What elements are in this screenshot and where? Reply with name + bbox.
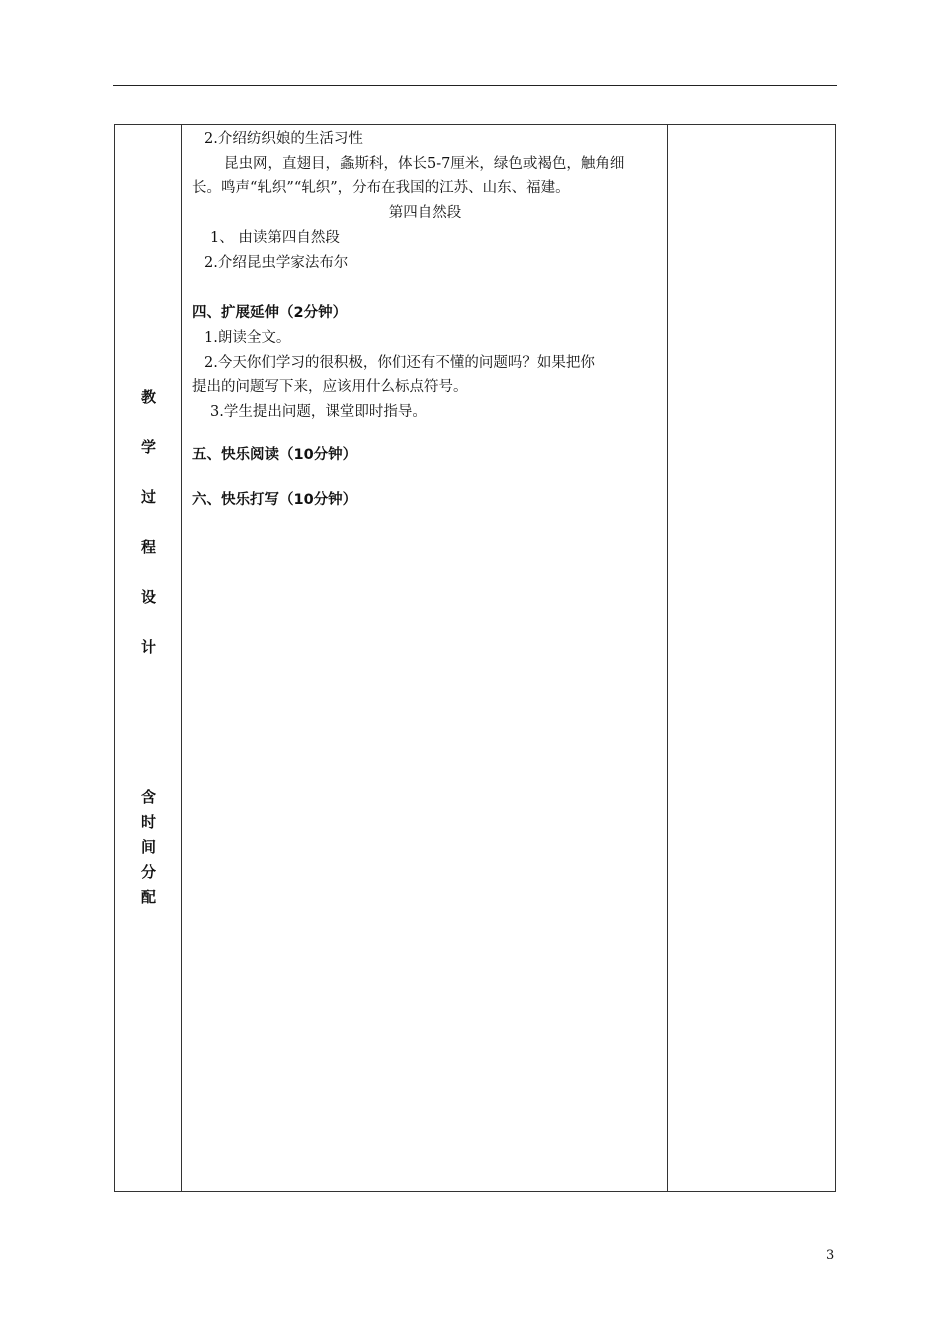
- content-line: 长。鸣声“轧织”“轧织”，分布在我国的江苏、山东、福建。: [192, 180, 570, 196]
- content-line: 1、 由读第四自然段: [210, 230, 340, 246]
- header-rule: [113, 85, 837, 86]
- content-line: 昆虫网，直翅目，螽斯科，体长5-7厘米，绿色或褐色，触角细: [224, 156, 625, 172]
- label-char: 配: [140, 888, 156, 906]
- label-char: 程: [140, 538, 156, 556]
- lesson-plan-table: [114, 124, 836, 1192]
- content-line: 1.朗读全文。: [204, 330, 291, 346]
- label-char: 过: [140, 488, 156, 506]
- page-number: 3: [826, 1248, 835, 1263]
- content-line: 2.介绍昆虫学家法布尔: [204, 255, 349, 271]
- content-column: [182, 125, 668, 1191]
- section-heading: 五、快乐阅读（10分钟）: [192, 447, 358, 463]
- content-line: 2.今天你们学习的很积极，你们还有不懂的问题吗？如果把你: [204, 355, 595, 371]
- label-char: 时: [140, 813, 156, 831]
- label-char: 间: [140, 838, 156, 856]
- label-char: 含: [140, 788, 156, 806]
- label-char: 学: [140, 438, 156, 456]
- label-char: 计: [140, 638, 156, 656]
- subheading-line: 第四自然段: [388, 205, 462, 221]
- notes-column: [668, 125, 835, 1191]
- label-char: 分: [140, 863, 156, 881]
- section-label-column: [115, 125, 182, 1191]
- content-line: 2.介绍纺织娘的生活习性: [204, 131, 363, 147]
- section-heading: 六、快乐打写（10分钟）: [192, 492, 358, 508]
- section-heading: 四、扩展延伸（2分钟）: [192, 305, 348, 321]
- content-line: 3.学生提出问题，课堂即时指导。: [210, 404, 427, 420]
- label-char: 设: [140, 588, 156, 606]
- label-char: 教: [140, 388, 156, 406]
- content-line: 提出的问题写下来，应该用什么标点符号。: [192, 379, 468, 395]
